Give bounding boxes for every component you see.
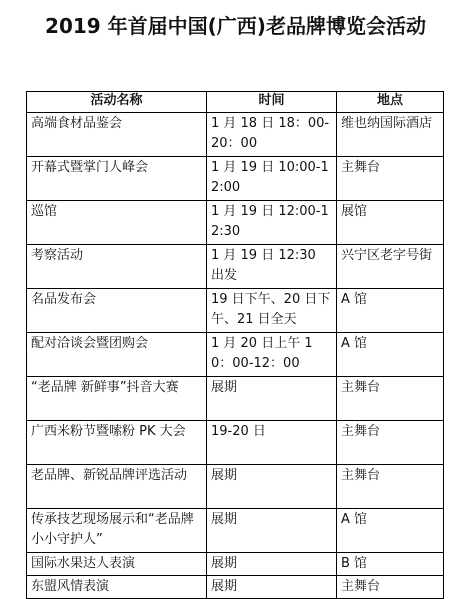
time-cell: 1 月 19 日 12:00-12:30 (207, 201, 337, 245)
time-cell: 19-20 日 (207, 421, 337, 465)
activity-table (26, 91, 444, 599)
location-cell: B 馆 (337, 553, 444, 576)
table-row (27, 245, 444, 289)
location-cell: 主舞台 (337, 421, 444, 465)
activity-name-cell: 传承技艺现场展示和“老品牌小小守护人” (27, 509, 207, 553)
location-cell: 主舞台 (337, 377, 444, 421)
table-row (27, 157, 444, 201)
time-cell: 19 日下午、20 日下午、21 日全天 (207, 289, 337, 333)
location-cell: 主舞台 (337, 157, 444, 201)
time-cell: 1 月 18 日 18：00-20：00 (207, 113, 337, 157)
activity-name-cell: 国际水果达人表演 (27, 553, 207, 576)
time-cell: 展期 (207, 576, 337, 599)
activity-name-cell: 巡馆 (27, 201, 207, 245)
activity-name-cell: 东盟风情表演 (27, 576, 207, 599)
location-cell: 主舞台 (337, 465, 444, 509)
location-cell: A 馆 (337, 289, 444, 333)
activity-name-cell: 配对洽谈会暨团购会 (27, 333, 207, 377)
activity-name-cell: 老品牌、新锐品牌评选活动 (27, 465, 207, 509)
table-row (27, 576, 444, 599)
header-time: 时间 (207, 92, 337, 113)
page-title: 2019 年首届中国(广西)老品牌博览会活动 (45, 14, 426, 38)
table-row (27, 201, 444, 245)
time-cell: 1 月 20 日上午 10：00-12：00 (207, 333, 337, 377)
activity-name-cell: 考察活动 (27, 245, 207, 289)
location-cell: 展馆 (337, 201, 444, 245)
time-cell: 展期 (207, 553, 337, 576)
table-row (27, 289, 444, 333)
location-cell: A 馆 (337, 509, 444, 553)
time-cell: 展期 (207, 509, 337, 553)
activity-name-cell: 开幕式暨掌门人峰会 (27, 157, 207, 201)
table-row (27, 553, 444, 576)
activity-name-cell: 高端食材品鉴会 (27, 113, 207, 157)
table-header-row (27, 92, 444, 113)
activity-name-cell: 广西米粉节暨嗦粉 PK 大会 (27, 421, 207, 465)
table-row (27, 421, 444, 465)
activity-name-cell: “老品牌 新鲜事”抖音大赛 (27, 377, 207, 421)
header-activity-name: 活动名称 (27, 92, 207, 113)
location-cell: 兴宁区老字号街 (337, 245, 444, 289)
time-cell: 1 月 19 日 12:30 出发 (207, 245, 337, 289)
table-row (27, 509, 444, 553)
header-location: 地点 (337, 92, 444, 113)
time-cell: 展期 (207, 377, 337, 421)
table-row (27, 333, 444, 377)
activity-name-cell: 名品发布会 (27, 289, 207, 333)
time-cell: 展期 (207, 465, 337, 509)
location-cell: A 馆 (337, 333, 444, 377)
table-row (27, 377, 444, 421)
location-cell: 主舞台 (337, 576, 444, 599)
location-cell: 维也纳国际酒店 (337, 113, 444, 157)
table-row (27, 465, 444, 509)
time-cell: 1 月 19 日 10:00-12:00 (207, 157, 337, 201)
table-row (27, 113, 444, 157)
